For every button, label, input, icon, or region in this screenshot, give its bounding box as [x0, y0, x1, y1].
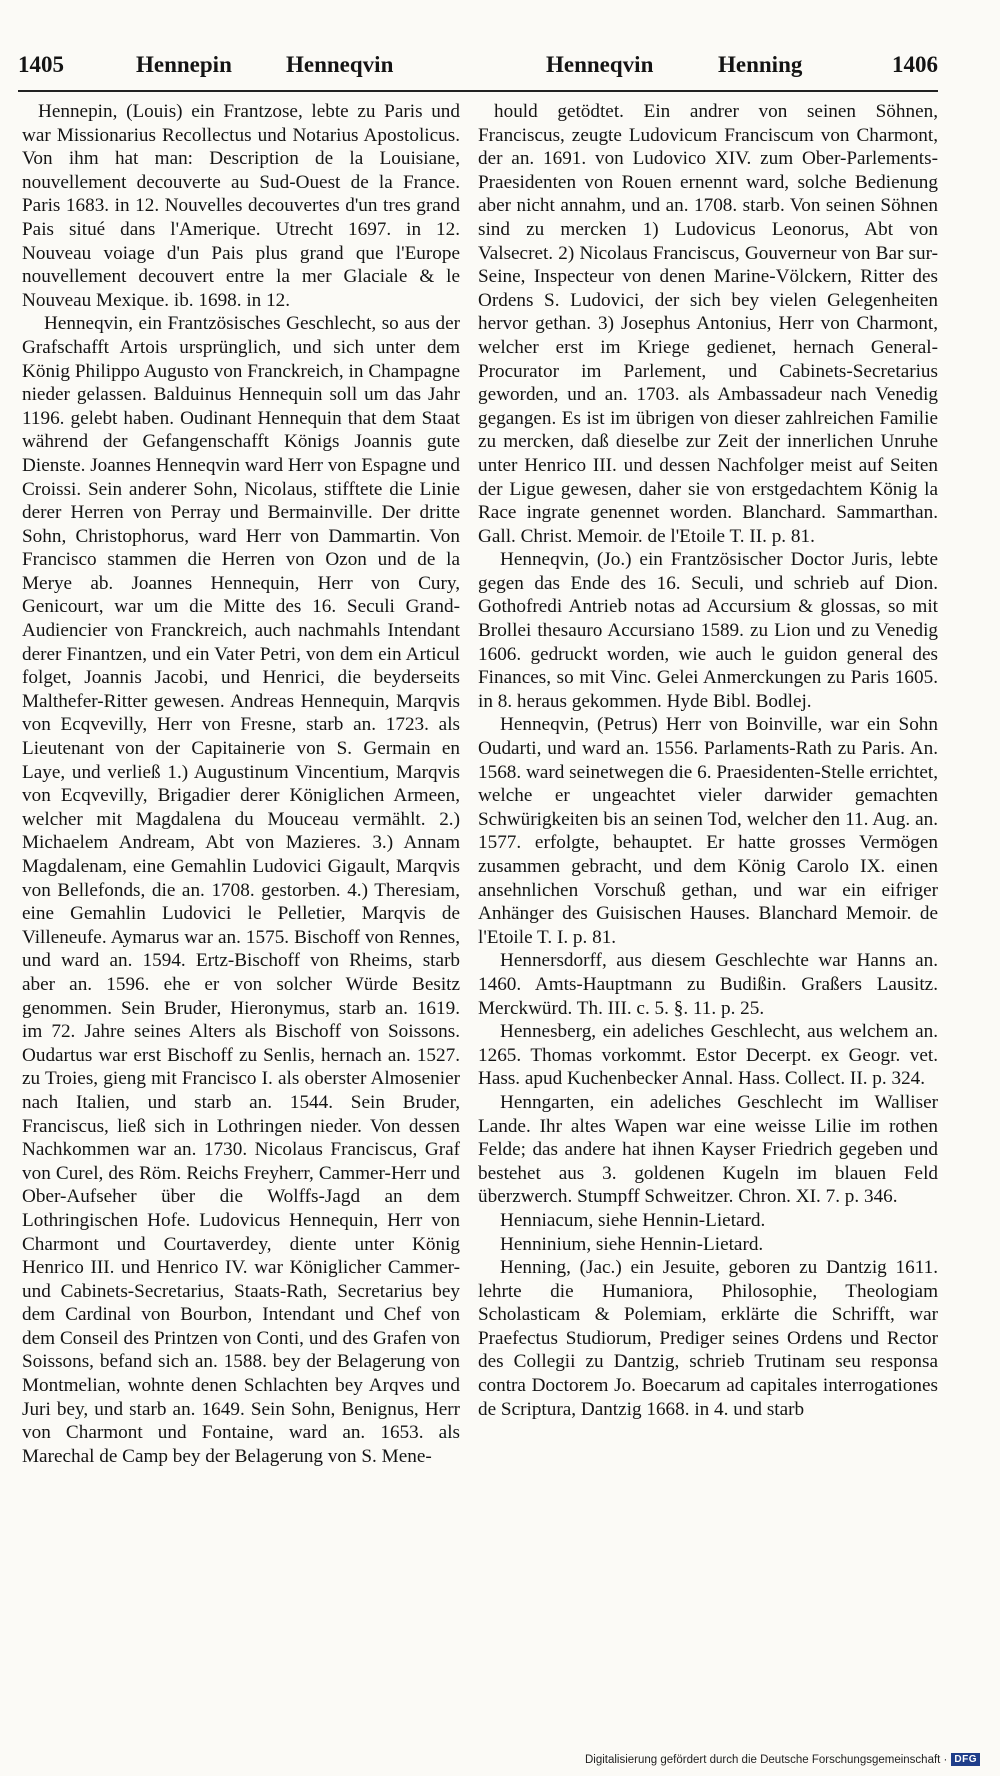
entry-paragraph: Hennesberg, ein adeliches Geschlecht, aus welchem an. 1265. Thomas vorkommt. Estor Decerpt. ex Geogr. vet. Hass. apud Kuchenbecker Annal. Hass. Collect. II. p. 324.: [478, 1021, 938, 1090]
entry-paragraph: Henniacum, siehe Hennin-Lietard.: [500, 1209, 766, 1231]
entry-paragraph: Henngarten, ein adeliches Geschlecht im Walliser Lande. Ihr altes Wapen war eine weisse Lilie im rothen Felde; das andere hat ihnen Kayser Friedrich gegeben und bestehet aus 3. goldenen Kugeln im blauen Feld überzwerch. Stumpff Schweitzer. Chron. XI. 7. p. 346.: [478, 1091, 938, 1208]
right-column: [478, 100, 938, 1421]
entry-paragraph: Hennersdorff, aus diesem Geschlechte war Hanns an. 1460. Amts-Hauptmann zu Budißin. Graßers Lausitz. Merckwürd. Th. III. c. 5. §. 11. p. 25.: [478, 950, 938, 1019]
catchword-right-1: Henneqvin: [546, 52, 654, 77]
digitization-footer: [585, 1753, 980, 1766]
catchword-right-2: Henning: [718, 52, 803, 77]
catchword-left-1: Hennepin: [136, 52, 232, 77]
page-number-right: 1406: [892, 52, 938, 77]
entry-paragraph: Henneqvin, (Jo.) ein Frantzösischer Doctor Juris, lebte gegen das Ende des 16. Seculi, und schrieb auf Dion. Gothofredi Antrieb notas ad Accursium & glossas, so mit Brollei thesauro Accursiano 1589. zu Lion und zu Venedig 1606. gedruckt worden, wie auch le guidon general des Finances, so mit Vinc. Gelei Anmerckungen zu Paris 1605. in 8. heraus gekommen. Hyde Bibl. Bodlej.: [478, 549, 938, 712]
entry-paragraph: Henneqvin, (Petrus) Herr von Boinville, war ein Sohn Oudarti, und ward an. 1556. Parlaments-Rath zu Paris. An. 1568. ward seinetwegen die 6. Praesidenten-Stelle errichtet, welche er ungeachtet vieler darwider gemachten Schwürigkeiten bis an seinen Tod, welcher den 11. Aug. an. 1577. erfolgte, behauptet. Er hatte grosses Vermögen zusammen gebracht, und dem König Carolo IX. einen ansehnlichen Vorschuß gethan, und war ein eifriger Anhänger des Guisischen Hauses. Blanchard Memoir. de l'Etoile T. I. p. 81.: [478, 714, 938, 948]
entry-paragraph: Henning, (Jac.) ein Jesuite, geboren zu Dantzig 1611. lehrte die Humaniora, Philosophie, Theologiam Scholasticam & Polemiam, erklärte die Schrifft, war Praefectus Studiorum, Prediger seines Ordens und Rector des Collegii zu Dantzig, schrieb Trutinam seu responsa contra Doctorem Jo. Boecarum ad capitales interrogationes de Scriptura, Dantzig 1668. in 4. und starb: [478, 1257, 938, 1420]
page-number-left: 1405: [18, 52, 64, 77]
header-rule: [18, 90, 938, 92]
left-column: [22, 100, 460, 1468]
entry-paragraph: Hennepin, (Louis) ein Frantzose, lebte zu Paris und war Missionarius Recollectus und Notarius Apostolicus. Von ihm hat man: Description de la Louisiane, nouvellement decouverte au Sud-Ouest de la France. Paris 1683. in 12. Nouvelles decouvertes d'un tres grand Pais situé dans l'Amerique. Utrecht 1697. in 12. Nouveau voiage d'un Pais plus grand que l'Europe nouvellement decouvert entre la mer Glaciale & le Nouveau Mexique. ib. 1698. in 12.: [22, 101, 460, 311]
entry-paragraph: hould getödtet. Ein andrer von seinen Söhnen, Franciscus, zeugte Ludovicum Franciscum von Charmont, der an. 1691. von Ludovico XIV. zum Ober-Parlements-Praesidenten von Rouen ernennt ward, solche Bedienung aber nicht annahm, und an. 1708. starb. Von seinen Söhnen sind zu mercken 1) Ludovicus Leonorus, Abt von Valsecret. 2) Nicolaus Franciscus, Gouverneur von Bar sur-Seine, Inspecteur von denen Marine-Völckern, Ritter des Ordens S. Ludovici, der sich bey vielen Gelegenheiten hervor gethan. 3) Josephus Antonius, Herr von Charmont, welcher erst im Kriege gedienet, hernach General-Procurator im Parlement, und Cabinets-Secretarius geworden, und an. 1703. als Ambassadeur nach Venedig gegangen. Es ist im übrigen von dieser zahlreichen Familie zu mercken, daß dieselbe zur Zeit der innerlichen Unruhe unter Henrico III. und dessen Nachfolger meist auf Seiten der Ligue gewesen, daher sie von erstgedachtem König la Race ingrate genennet worden. Blanchard. Sammarthan. Gall. Christ. Memoir. de l'Etoile T. II. p. 81.: [478, 101, 938, 547]
footer-text: Digitalisierung gefördert durch die Deutsche Forschungsgemeinschaft ·: [584, 1753, 948, 1766]
running-header: [18, 52, 938, 86]
catchword-left-2: Henneqvin: [286, 52, 394, 77]
entry-paragraph: Henneqvin, ein Frantzösisches Geschlecht, so aus der Grafschafft Artois ursprünglich, und sich unter dem König Philippo Augusto von Franckreich, in Champagne nieder gelassen. Balduinus Hennequin soll um das Jahr 1196. gelebt haben. Oudinant Hennequin that dem Staat während der Gefangenschafft Königs Joannis gute Dienste. Joannes Henneqvin ward Herr von Espagne und Croissi. Sein anderer Sohn, Nicolaus, stifftete die Linie derer Herren von Perray und Bermainville. Der dritte Sohn, Christophorus, ward Herr von Dammartin. Von Francisco stammen die Herren von Ozon und de la Merye ab. Joannes Hennequin, Herr von Cury, Genicourt, war um die Mitte des 16. Seculi Grand-Audiencier von Franckreich, auch nachmahls Intendant derer Finantzen, und ein Vater Petri, von dem ein Articul folget, Joannis Jacobi, und Henrici, die beyderseits Malthefer-Ritter gewesen. Andreas Hennequin, Marqvis von Ecqvevilly, Herr von Fresne, starb an. 1723. als Lieutenant von der Capitainerie von S. Germain en Laye, und verließ 1.) Augustinum Vincentium, Marqvis von Ecqvevilly, Brigadier derer Königlichen Armeen, welcher mit Magdalena du Mouceau vermählt. 2.) Michaelem Andream, Abt von Mazieres. 3.) Annam Magdalenam, eine Gemahlin Ludovici Gigault, Marqvis von Bellefonds, die an. 1708. gestorben. 4.) Theresiam, eine Gemahlin Ludovici le Pelletier, Marqvis de Villeneufe. Aymarus war an. 1575. Bischoff von Rennes, und ward an. 1594. Ertz-Bischoff von Rheims, starb aber an. 1596. ehe er von solcher Würde Besitz genommen. Sein Bruder, Hieronymus, starb an. 1619. im 72. Jahre seines Alters als Bischoff von Soissons. Oudartus war erst Bischoff zu Senlis, hernach an. 1527. zu Troies, gieng mit Francisco I. als oberster Almosenier nach Italien, und starb an. 1544. Sein Bruder, Franciscus, ließ sich in Lothringen nieder. Von dessen Nachkommen war an. 1730. Nicolaus Franciscus, Graf von Curel, des Röm. Reichs Freyherr, Cammer-Herr und Ober-Aufseher über die Wolffs-Jagd an dem Lothringischen Hofe. Ludovicus Hennequin, Herr von Charmont und Courtaverdey, diente unter König Henrico III. und Henrico IV. war Königlicher Cammer- und Cabinets-Secretarius, Staats-Rath, Secretarius bey dem Cardinal von Bourbon, Intendant und Chef von dem Conseil des Printzen von Conti, und des Grafen von Soissons, befand sich an. 1588. bey der Belagerung von Montmelian, wohnte denen Schlachten bey Arqves und Juri bey, und starb an. 1649. Sein Sohn, Benignus, Herr von Charmont und Fontaine, ward an. 1653. als Marechal de Camp bey der Belagerung von S. Mene-: [22, 313, 460, 1467]
entry-paragraph: Henninium, siehe Hennin-Lietard.: [500, 1233, 764, 1255]
dfg-logo: DFG: [951, 1753, 980, 1766]
